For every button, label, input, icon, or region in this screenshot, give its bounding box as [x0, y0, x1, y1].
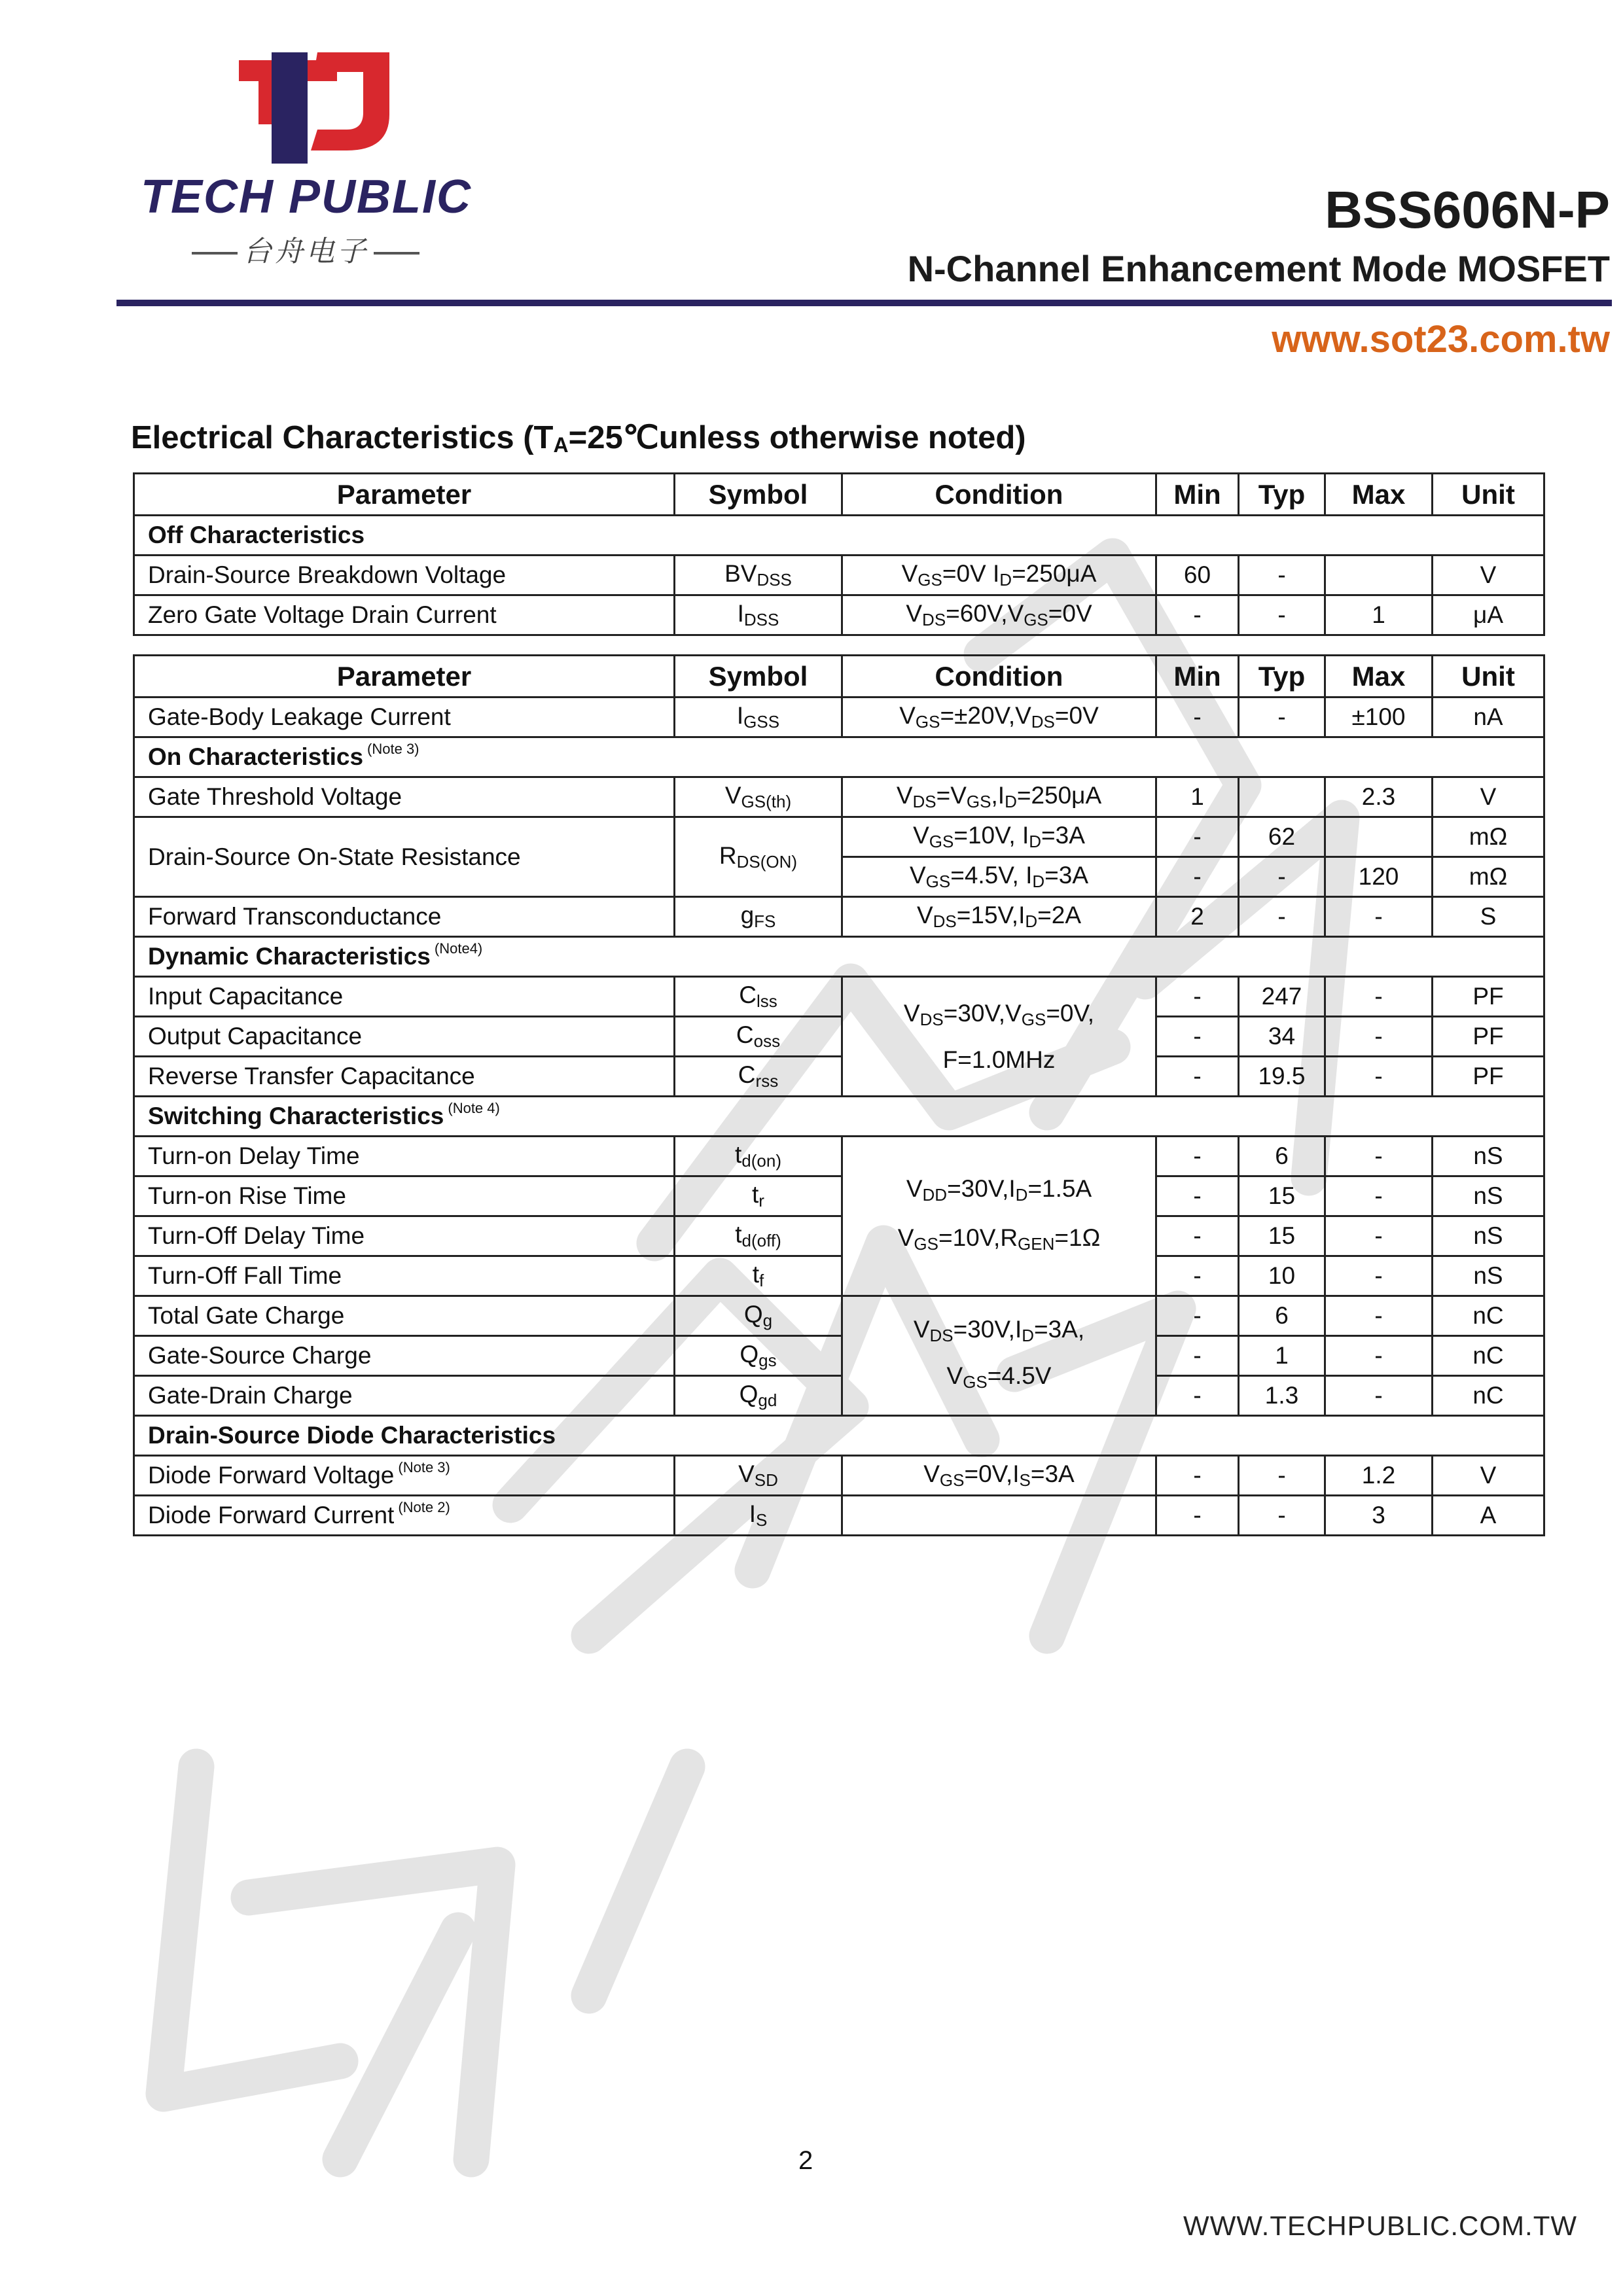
condition-cell: $V_{GS}=0V,I_S=3A$: [842, 1456, 1156, 1496]
unit-cell: nS: [1433, 1137, 1544, 1176]
max-cell: 1: [1325, 595, 1433, 635]
typ-cell: 10: [1239, 1256, 1325, 1296]
min-cell: -: [1156, 977, 1239, 1017]
parameter-cell: Drain-Source On-State Resistance: [134, 817, 675, 897]
unit-cell: V: [1433, 556, 1544, 595]
column-header: Condition: [842, 474, 1156, 516]
column-header: Symbol: [675, 656, 842, 698]
table-row: [134, 1376, 1544, 1416]
min-cell: 60: [1156, 556, 1239, 595]
unit-cell: PF: [1433, 1017, 1544, 1057]
typ-cell: 19.5: [1239, 1057, 1325, 1097]
table-row: [134, 1137, 1544, 1176]
min-cell: -: [1156, 1176, 1239, 1216]
unit-cell: nS: [1433, 1216, 1544, 1256]
unit-cell: μA: [1433, 595, 1544, 635]
parameter-cell: Turn-on Delay Time: [134, 1137, 675, 1176]
typ-cell: 34: [1239, 1017, 1325, 1057]
section-row: [134, 1416, 1544, 1456]
table-row: [134, 1296, 1544, 1336]
tech-public-logo-icon: [239, 52, 389, 164]
unit-cell: A: [1433, 1496, 1544, 1536]
typ-cell: -: [1239, 698, 1325, 737]
symbol-cell: $V_{SD}$: [675, 1456, 842, 1496]
max-cell: 3: [1325, 1496, 1433, 1536]
section-row: [134, 737, 1544, 777]
symbol-cell: $g_{FS}$: [675, 897, 842, 937]
table-row: [134, 595, 1544, 635]
table-row: [134, 1336, 1544, 1376]
column-header: Min: [1156, 656, 1239, 698]
min-cell: -: [1156, 1256, 1239, 1296]
min-cell: -: [1156, 817, 1239, 857]
unit-cell: PF: [1433, 977, 1544, 1017]
min-cell: -: [1156, 698, 1239, 737]
typ-cell: -: [1239, 1496, 1325, 1536]
parameter-cell: Turn-Off Fall Time: [134, 1256, 675, 1296]
parameter-cell: Drain-Source Breakdown Voltage: [134, 556, 675, 595]
min-cell: -: [1156, 1456, 1239, 1496]
max-cell: -: [1325, 1216, 1433, 1256]
parameter-cell: Input Capacitance: [134, 977, 675, 1017]
symbol-cell: $I_{DSS}$: [675, 595, 842, 635]
parameter-cell: Diode Forward Voltage $^{(Note 3)}$: [134, 1456, 675, 1496]
footer-url[interactable]: WWW.TECHPUBLIC.COM.TW: [1183, 2210, 1577, 2241]
header-divider: [116, 300, 1612, 306]
max-cell: -: [1325, 1057, 1433, 1097]
condition-cell: $V_{DS}=30V,V_{GS}=0V$, F=1.0MHz: [842, 977, 1156, 1097]
unit-cell: S: [1433, 897, 1544, 937]
group-label: On Characteristics $^{(Note 3)}$: [134, 737, 1544, 777]
table-row: [134, 1256, 1544, 1296]
min-cell: -: [1156, 1137, 1239, 1176]
min-cell: -: [1156, 1057, 1239, 1097]
table-row: [134, 977, 1544, 1017]
condition-cell: $V_{DD}=30V,I_D=1.5A$ $V_{GS}=10V,R_{GEN}=1\Omega$: [842, 1137, 1156, 1296]
logo-brand-text: TECH PUBLIC: [141, 171, 472, 223]
typ-cell: 62: [1239, 817, 1325, 857]
condition-cell: $V_{DS}=60V,V_{GS}=0V$: [842, 595, 1156, 635]
min-cell: -: [1156, 595, 1239, 635]
website-link[interactable]: www.sot23.com.tw: [1272, 318, 1610, 361]
max-cell: -: [1325, 1176, 1433, 1216]
max-cell: -: [1325, 897, 1433, 937]
parameter-cell: Output Capacitance: [134, 1017, 675, 1057]
max-cell: ±100: [1325, 698, 1433, 737]
table-row: [134, 698, 1544, 737]
table-row: [134, 777, 1544, 817]
parameter-cell: Forward Transconductance: [134, 897, 675, 937]
min-cell: 1: [1156, 777, 1239, 817]
max-cell: [1325, 817, 1433, 857]
max-cell: 1.2: [1325, 1456, 1433, 1496]
typ-cell: [1239, 777, 1325, 817]
table-header-row: [134, 656, 1544, 698]
max-cell: -: [1325, 1296, 1433, 1336]
page-number: 2: [798, 2146, 813, 2175]
typ-cell: 1.3: [1239, 1376, 1325, 1416]
typ-cell: 15: [1239, 1216, 1325, 1256]
condition-cell: $V_{GS}=\pm 20V,V_{DS}=0V$: [842, 698, 1156, 737]
parameter-cell: Zero Gate Voltage Drain Current: [134, 595, 675, 635]
table-row: [134, 897, 1544, 937]
column-header: Typ: [1239, 474, 1325, 516]
column-header: Max: [1325, 474, 1433, 516]
column-header: Unit: [1433, 656, 1544, 698]
min-cell: -: [1156, 1296, 1239, 1336]
typ-cell: 247: [1239, 977, 1325, 1017]
max-cell: -: [1325, 1336, 1433, 1376]
column-header: Parameter: [134, 656, 675, 698]
electrical-characteristics-table-2: [133, 654, 1545, 1536]
unit-cell: nS: [1433, 1176, 1544, 1216]
table-row: [134, 1017, 1544, 1057]
unit-cell: mΩ: [1433, 817, 1544, 857]
symbol-cell: $Q_{gs}$: [675, 1336, 842, 1376]
max-cell: -: [1325, 1137, 1433, 1176]
table-row: [134, 1057, 1544, 1097]
parameter-cell: Gate-Source Charge: [134, 1336, 675, 1376]
unit-cell: V: [1433, 777, 1544, 817]
symbol-cell: $t_r$: [675, 1176, 842, 1216]
logo-chinese-text: 台舟电子: [187, 228, 425, 270]
typ-cell: -: [1239, 595, 1325, 635]
symbol-cell: $V_{GS(th)}$: [675, 777, 842, 817]
typ-cell: 15: [1239, 1176, 1325, 1216]
symbol-cell: $Q_g$: [675, 1296, 842, 1336]
symbol-cell: $I_{GSS}$: [675, 698, 842, 737]
typ-cell: -: [1239, 556, 1325, 595]
condition-cell: $V_{DS}=15V,I_D=2A$: [842, 897, 1156, 937]
table-row: [134, 1456, 1544, 1496]
unit-cell: mΩ: [1433, 857, 1544, 897]
column-header: Symbol: [675, 474, 842, 516]
column-header: Parameter: [134, 474, 675, 516]
symbol-cell: $t_{d(off)}$: [675, 1216, 842, 1256]
document-subtitle: N-Channel Enhancement Mode MOSFET: [907, 248, 1610, 289]
section-row: [134, 516, 1544, 556]
condition-cell: $V_{DS}=V_{GS},I_D=250\mu A$: [842, 777, 1156, 817]
condition-cell: $V_{GS}=0V$ $I_D=250\mu A$: [842, 556, 1156, 595]
company-logo: [134, 52, 472, 275]
max-cell: 120: [1325, 857, 1433, 897]
unit-cell: nA: [1433, 698, 1544, 737]
max-cell: -: [1325, 1017, 1433, 1057]
parameter-cell: Turn-on Rise Time: [134, 1176, 675, 1216]
typ-cell: 1: [1239, 1336, 1325, 1376]
table-row: [134, 1216, 1544, 1256]
column-header: Min: [1156, 474, 1239, 516]
group-label: Switching Characteristics $^{(Note 4)}$: [134, 1097, 1544, 1137]
column-header: Typ: [1239, 656, 1325, 698]
column-header: Unit: [1433, 474, 1544, 516]
group-label: Dynamic Characteristics $^{(Note4)}$: [134, 937, 1544, 977]
table-header-row: [134, 474, 1544, 516]
condition-cell: $V_{GS}=4.5V$, $I_D=3A$: [842, 857, 1156, 897]
symbol-cell: $C_{rss}$: [675, 1057, 842, 1097]
column-header: Max: [1325, 656, 1433, 698]
electrical-characteristics-table-1: [133, 472, 1545, 636]
max-cell: -: [1325, 977, 1433, 1017]
min-cell: -: [1156, 1336, 1239, 1376]
unit-cell: nC: [1433, 1296, 1544, 1336]
symbol-cell: $R_{DS(ON)}$: [675, 817, 842, 897]
condition-cell: [842, 1496, 1156, 1536]
typ-cell: 6: [1239, 1296, 1325, 1336]
min-cell: -: [1156, 1017, 1239, 1057]
parameter-cell: Diode Forward Current $^{(Note 2)}$: [134, 1496, 675, 1536]
parameter-cell: Gate Threshold Voltage: [134, 777, 675, 817]
max-cell: -: [1325, 1256, 1433, 1296]
parameter-cell: Turn-Off Delay Time: [134, 1216, 675, 1256]
table-row: [134, 1496, 1544, 1536]
unit-cell: nC: [1433, 1376, 1544, 1416]
unit-cell: nC: [1433, 1336, 1544, 1376]
symbol-cell: $BV_{DSS}$: [675, 556, 842, 595]
max-cell: -: [1325, 1376, 1433, 1416]
column-header: Condition: [842, 656, 1156, 698]
symbol-cell: $t_{d(on)}$: [675, 1137, 842, 1176]
max-cell: 2.3: [1325, 777, 1433, 817]
symbol-cell: $Q_{gd}$: [675, 1376, 842, 1416]
unit-cell: V: [1433, 1456, 1544, 1496]
min-cell: -: [1156, 857, 1239, 897]
table-row: [134, 556, 1544, 595]
min-cell: -: [1156, 1496, 1239, 1536]
typ-cell: -: [1239, 857, 1325, 897]
min-cell: 2: [1156, 897, 1239, 937]
group-label: Drain-Source Diode Characteristics: [134, 1416, 1544, 1456]
parameter-cell: Gate-Body Leakage Current: [134, 698, 675, 737]
condition-cell: $V_{DS}=30V,I_D=3A$, $V_{GS}=4.5V$: [842, 1296, 1156, 1416]
unit-cell: nS: [1433, 1256, 1544, 1296]
parameter-cell: Reverse Transfer Capacitance: [134, 1057, 675, 1097]
symbol-cell: $C_{oss}$: [675, 1017, 842, 1057]
symbol-cell: $C_{lss}$: [675, 977, 842, 1017]
max-cell: [1325, 556, 1433, 595]
min-cell: -: [1156, 1216, 1239, 1256]
group-label: Off Characteristics: [134, 516, 1544, 556]
table-row: [134, 1176, 1544, 1216]
part-number: BSS606N-P: [1325, 181, 1610, 239]
condition-cell: $V_{GS}=10V$, $I_D=3A$: [842, 817, 1156, 857]
table-row: [134, 817, 1544, 857]
symbol-cell: $I_S$: [675, 1496, 842, 1536]
unit-cell: PF: [1433, 1057, 1544, 1097]
typ-cell: -: [1239, 1456, 1325, 1496]
parameter-cell: Total Gate Charge: [134, 1296, 675, 1336]
min-cell: -: [1156, 1376, 1239, 1416]
section-row: [134, 937, 1544, 977]
typ-cell: 6: [1239, 1137, 1325, 1176]
parameter-cell: Gate-Drain Charge: [134, 1376, 675, 1416]
typ-cell: -: [1239, 897, 1325, 937]
symbol-cell: $t_f$: [675, 1256, 842, 1296]
section-title: Electrical Characteristics ($T_A=25℃unless$ otherwise noted): [131, 420, 1026, 457]
section-row: [134, 1097, 1544, 1137]
